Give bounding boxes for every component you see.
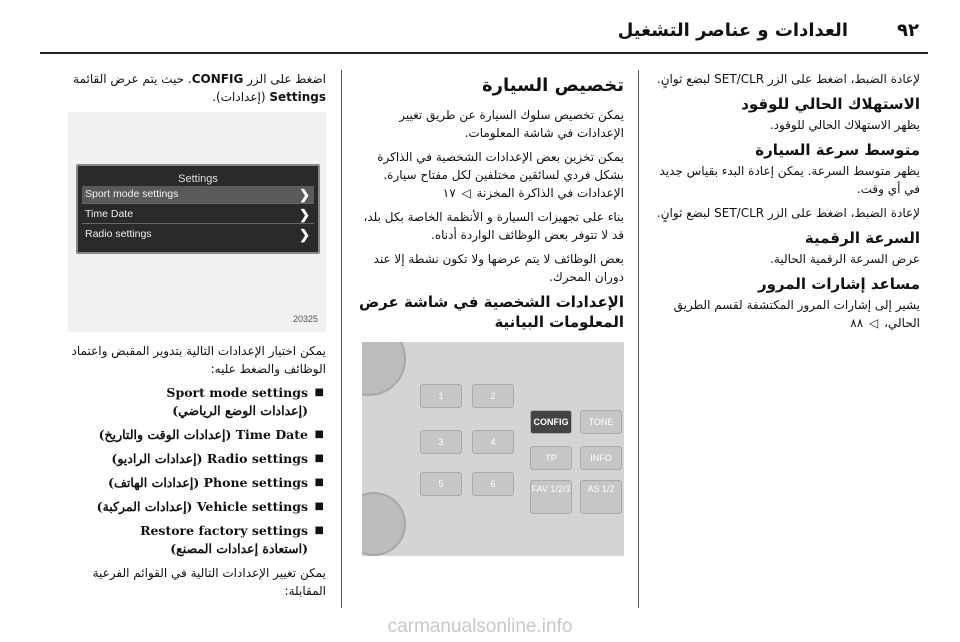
page-number: ٩٢ [897,20,919,41]
bullet-icon: ■ [314,477,324,488]
subsection-title: الإعدادات الشخصية في شاشة عرض المعلومات البيانية [359,293,624,331]
list-item: ■ Phone settings (إعدادات الهاتف) [108,475,324,490]
info-button[interactable]: INFO [580,446,622,470]
column-divider-right [638,70,639,608]
reset-instruction-2: لإعادة الضبط، اضغط على الزر SET/CLR لبضع ثوانٍ. [656,206,920,220]
settings-list [60,384,326,558]
bullet-icon: ■ [314,429,324,440]
heading-digital-speed: السرعة الرقمية [804,229,920,247]
as-button[interactable]: AS 1/2 [580,480,622,514]
arrow-ref-icon: ◁ [461,186,471,200]
config-instruction [60,70,326,106]
choose-settings-text: يمكن اختيار الإعدادات التالية بتدوير المقبض واعتماد الوظائف والضغط عليه: [71,344,326,376]
intro-paragraph: يمكن تخصيص سلوك السيارة عن طريق تغيير الإعدادات في شاشة المعلومات. [399,108,624,140]
screen-item-label: Time Date [85,208,134,220]
section-title: تخصيص السيارة [482,75,624,96]
knob-top [362,342,406,396]
bullet-icon: ■ [314,525,324,536]
settings-screen [76,164,320,254]
list-item: ■ Sport mode settings (إعدادات الوضع الرياضي) [166,385,324,418]
engine-running-paragraph: بعض الوظائف لا يتم عرضها ولا تكون نشطة إلا عند دوران المحرك. [373,252,624,284]
screen-title: Settings [178,173,218,185]
memory-paragraph [356,148,624,202]
list-item: ■ Radio settings (إعدادات الراديو) [111,451,324,466]
preset-button-4[interactable]: 4 [472,430,514,454]
watermark: carmanualsonline.info [387,616,573,637]
chevron-right-icon: ❯ [299,187,310,202]
settings-menu-label: Settings [269,90,326,104]
text-average-speed: يظهر متوسط السرعة. يمكن إعادة البدء بقياس جديد في أي وقت. [659,164,920,196]
page-header [0,0,960,62]
preset-button-2[interactable]: 2 [472,384,514,408]
reset-instruction-1: لإعادة الضبط، اضغط على الزر SET/CLR لبضع ثوانٍ. [656,72,920,86]
column-left [60,70,326,606]
config-instruction-post: . حيث يتم عرض القائمة [73,72,192,86]
text-digital-speed: عرض السرعة الرقمية الحالية. [770,252,920,266]
column-divider-left [341,70,342,608]
list-item: ■ Restore factory settings (استعادة إعدادات المصنع) [140,523,324,556]
tp-button[interactable]: TP [530,446,572,470]
preset-button-3[interactable]: 3 [420,430,462,454]
preset-button-6[interactable]: 6 [472,472,514,496]
submenu-text: يمكن تغيير الإعدادات التالية في القوائم الفرعية المقابلة: [92,566,326,598]
tone-button[interactable]: TONE [580,410,622,434]
control-panel-figure [362,342,624,556]
list-item: ■ Vehicle settings (إعدادات المركبة) [96,499,324,514]
memory-text: يمكن تخزين بعض الإعدادات الشخصية في الذاكرة بشكل فردي لسائقين مختلفين لكل مفتاح سيارة. [377,150,624,182]
column-right [652,70,920,338]
bullet-icon: ■ [314,453,324,464]
bullet-icon: ■ [314,387,324,398]
text-traffic-sign-assistant [652,296,920,332]
screen-item-sport-mode[interactable] [82,186,314,204]
settings-screen-figure [68,112,326,332]
heading-traffic-sign-assistant: مساعد إشارات المرور [757,275,920,293]
column-center [356,70,624,556]
memory-page-ref[interactable]: ١٧ [442,186,456,200]
heading-average-speed: متوسط سرعة السيارة [755,141,920,159]
screen-item-time-date[interactable] [82,206,314,224]
memory-ref-text: الإعدادات في الذاكرة المخزنة [476,186,624,200]
knob-bottom [362,492,406,556]
preset-button-5[interactable]: 5 [420,472,462,496]
page-title: العدادات و عناصر التشغيل [617,20,848,41]
header-divider [40,52,928,54]
config-key-label: CONFIG [191,72,244,86]
settings-menu-label-ar: (إعدادات). [212,90,266,104]
equipment-paragraph: بناء على تجهيزات السيارة و الأنظمة الخاصة بكل بلد، قد لا تتوفر بعض الوظائف الواردة أدناه. [363,210,624,242]
figure-id: 20325 [292,314,318,324]
fav-button[interactable]: FAV 1/2/3 [530,480,572,514]
preset-button-1[interactable]: 1 [420,384,462,408]
traffic-sign-text: يشير إلى إشارات المرور المكتشفة لقسم الطريق الحالي، [673,298,920,330]
screen-item-label: Sport mode settings [85,188,179,200]
chevron-right-icon: ❯ [299,227,310,242]
config-instruction-pre: اضغط على الزر [247,72,326,86]
screen-item-label: Radio settings [85,228,152,240]
bullet-icon: ■ [314,501,324,512]
list-item: ■ Time Date (إعدادات الوقت والتاريخ) [98,427,324,442]
traffic-sign-page-ref[interactable]: ٨٨ [850,316,864,330]
screen-item-radio-settings[interactable] [82,226,314,243]
config-button[interactable]: CONFIG [530,410,572,434]
chevron-right-icon: ❯ [299,207,310,222]
text-current-consumption: يظهر الاستهلاك الحالي للوقود. [769,118,920,132]
arrow-ref-icon: ◁ [869,316,879,330]
heading-current-consumption: الاستهلاك الحالي للوقود [741,95,920,113]
